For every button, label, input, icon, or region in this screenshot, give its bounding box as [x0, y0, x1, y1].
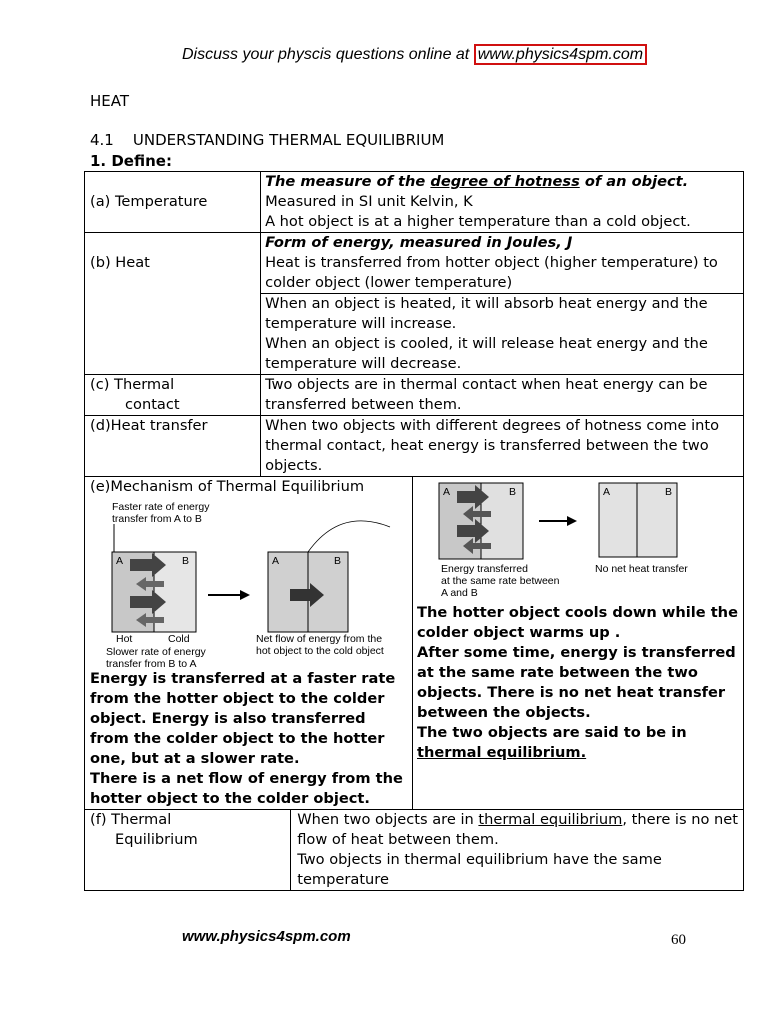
svg-text:A and B: A and B	[441, 587, 478, 599]
svg-text:Cold: Cold	[168, 633, 190, 645]
footer-url[interactable]: www.physics4spm.com	[182, 928, 351, 945]
definition-thermal-contact: Two objects are in thermal contact when heat energy can be transferred between them.	[261, 375, 744, 416]
table-row	[85, 375, 744, 416]
arrow-right-icon	[240, 590, 250, 600]
header-text: Discuss your physcis questions online at	[182, 46, 474, 63]
definition-line: Measured in SI unit Kelvin, K	[265, 193, 473, 210]
definition-heat-extra	[261, 294, 744, 375]
svg-text:B: B	[665, 486, 673, 498]
section-title: 4.1 UNDERSTANDING THERMAL EQUILIBRIUM	[90, 131, 445, 149]
definition-heat	[261, 233, 744, 294]
term-heat: (b) Heat	[85, 233, 261, 375]
mechanism-figure-2	[417, 477, 739, 603]
mechanism-right-cell	[413, 477, 744, 810]
svg-text:Net flow of energy from the: Net flow of energy from the	[256, 633, 383, 645]
term-thermal-equilibrium: (f) Thermal Equilibrium	[85, 810, 291, 891]
term-temperature: (a) Temperature	[85, 172, 261, 233]
svg-text:Hot: Hot	[116, 633, 133, 645]
definition-line: When two objects are in thermal equilibrium, there is no net flow of heat between them.	[297, 811, 738, 848]
svg-text:at the same rate between: at the same rate between	[441, 575, 560, 587]
table-row	[85, 477, 744, 810]
svg-text:A: A	[443, 486, 451, 498]
page-header	[182, 46, 647, 64]
table-row	[85, 172, 744, 233]
svg-text:Energy transferred: Energy transferred	[441, 563, 528, 575]
mechanism-figure-1	[90, 497, 408, 669]
definition-line: When an object is heated, it will absorb heat energy and the temperature will increase.	[265, 295, 708, 332]
svg-text:A: A	[272, 555, 280, 567]
mechanism-left-text-2: There is a net flow of energy from the hotter object to the colder object.	[90, 770, 403, 807]
svg-text:A: A	[116, 555, 124, 567]
header-link[interactable]: www.physics4spm.com	[474, 44, 647, 65]
svg-text:hot object to the cold object: hot object to the cold object	[256, 645, 384, 657]
define-label: 1. Define:	[90, 152, 172, 170]
definition-line: Heat is transferred from hotter object (higher temperature) to colder object (lower temperature)	[265, 254, 718, 291]
svg-text:B: B	[509, 486, 517, 498]
svg-text:transfer from B to A: transfer from B to A	[106, 658, 197, 669]
svg-text:B: B	[334, 555, 342, 567]
mechanism-right-text-2: After some time, energy is transferred at the same rate between the two objects. There is no net heat transfer between the objects.	[417, 644, 736, 721]
mechanism-right-text-3: The two objects are said to be in thermal equilibrium.	[417, 724, 687, 761]
definition-line: A hot object is at a higher temperature than a cold object.	[265, 213, 691, 230]
term-heat-transfer: (d)Heat transfer	[85, 416, 261, 477]
mechanism-heading: (e)Mechanism of Thermal Equilibrium	[90, 478, 365, 495]
definition-line: The measure of the degree of hotness of an object.	[265, 173, 689, 190]
definition-temperature	[261, 172, 744, 233]
table-row	[85, 233, 744, 294]
definition-thermal-equilibrium	[291, 810, 744, 891]
page-number: 60	[671, 932, 686, 948]
svg-text:No net heat transfer: No net heat transfer	[595, 563, 688, 575]
definition-heat-transfer: When two objects with different degrees of hotness come into thermal contact, heat energy is transferred between the two objects.	[261, 416, 744, 477]
table-row	[85, 810, 744, 891]
mechanism-right-text-1: The hotter object cools down while the colder object warms up .	[417, 604, 738, 641]
definition-line: Form of energy, measured in Joules, J	[265, 234, 573, 251]
svg-text:transfer from A to B: transfer from A to B	[112, 513, 202, 525]
definition-line: Two objects in thermal equilibrium have the same temperature	[297, 851, 662, 888]
arrow-right-icon	[567, 516, 577, 526]
svg-text:Slower rate of energy: Slower rate of energy	[106, 646, 206, 658]
definition-line: When an object is cooled, it will release heat energy and the temperature will decrease.	[265, 335, 708, 372]
fig1-top-caption: Faster rate of energy	[112, 501, 210, 513]
definitions-table	[84, 171, 744, 891]
mechanism-left-text: Energy is transferred at a faster rate from the hotter object to the colder object. Energy is also transferred from the colder object to the hotter one, but at a slower rate.	[90, 670, 396, 767]
chapter-title: HEAT	[90, 92, 130, 110]
svg-text:B: B	[182, 555, 190, 567]
mechanism-left-cell	[85, 477, 413, 810]
table-row	[85, 416, 744, 477]
svg-text:A: A	[603, 486, 611, 498]
term-thermal-contact: (c) Thermal contact	[85, 375, 261, 416]
